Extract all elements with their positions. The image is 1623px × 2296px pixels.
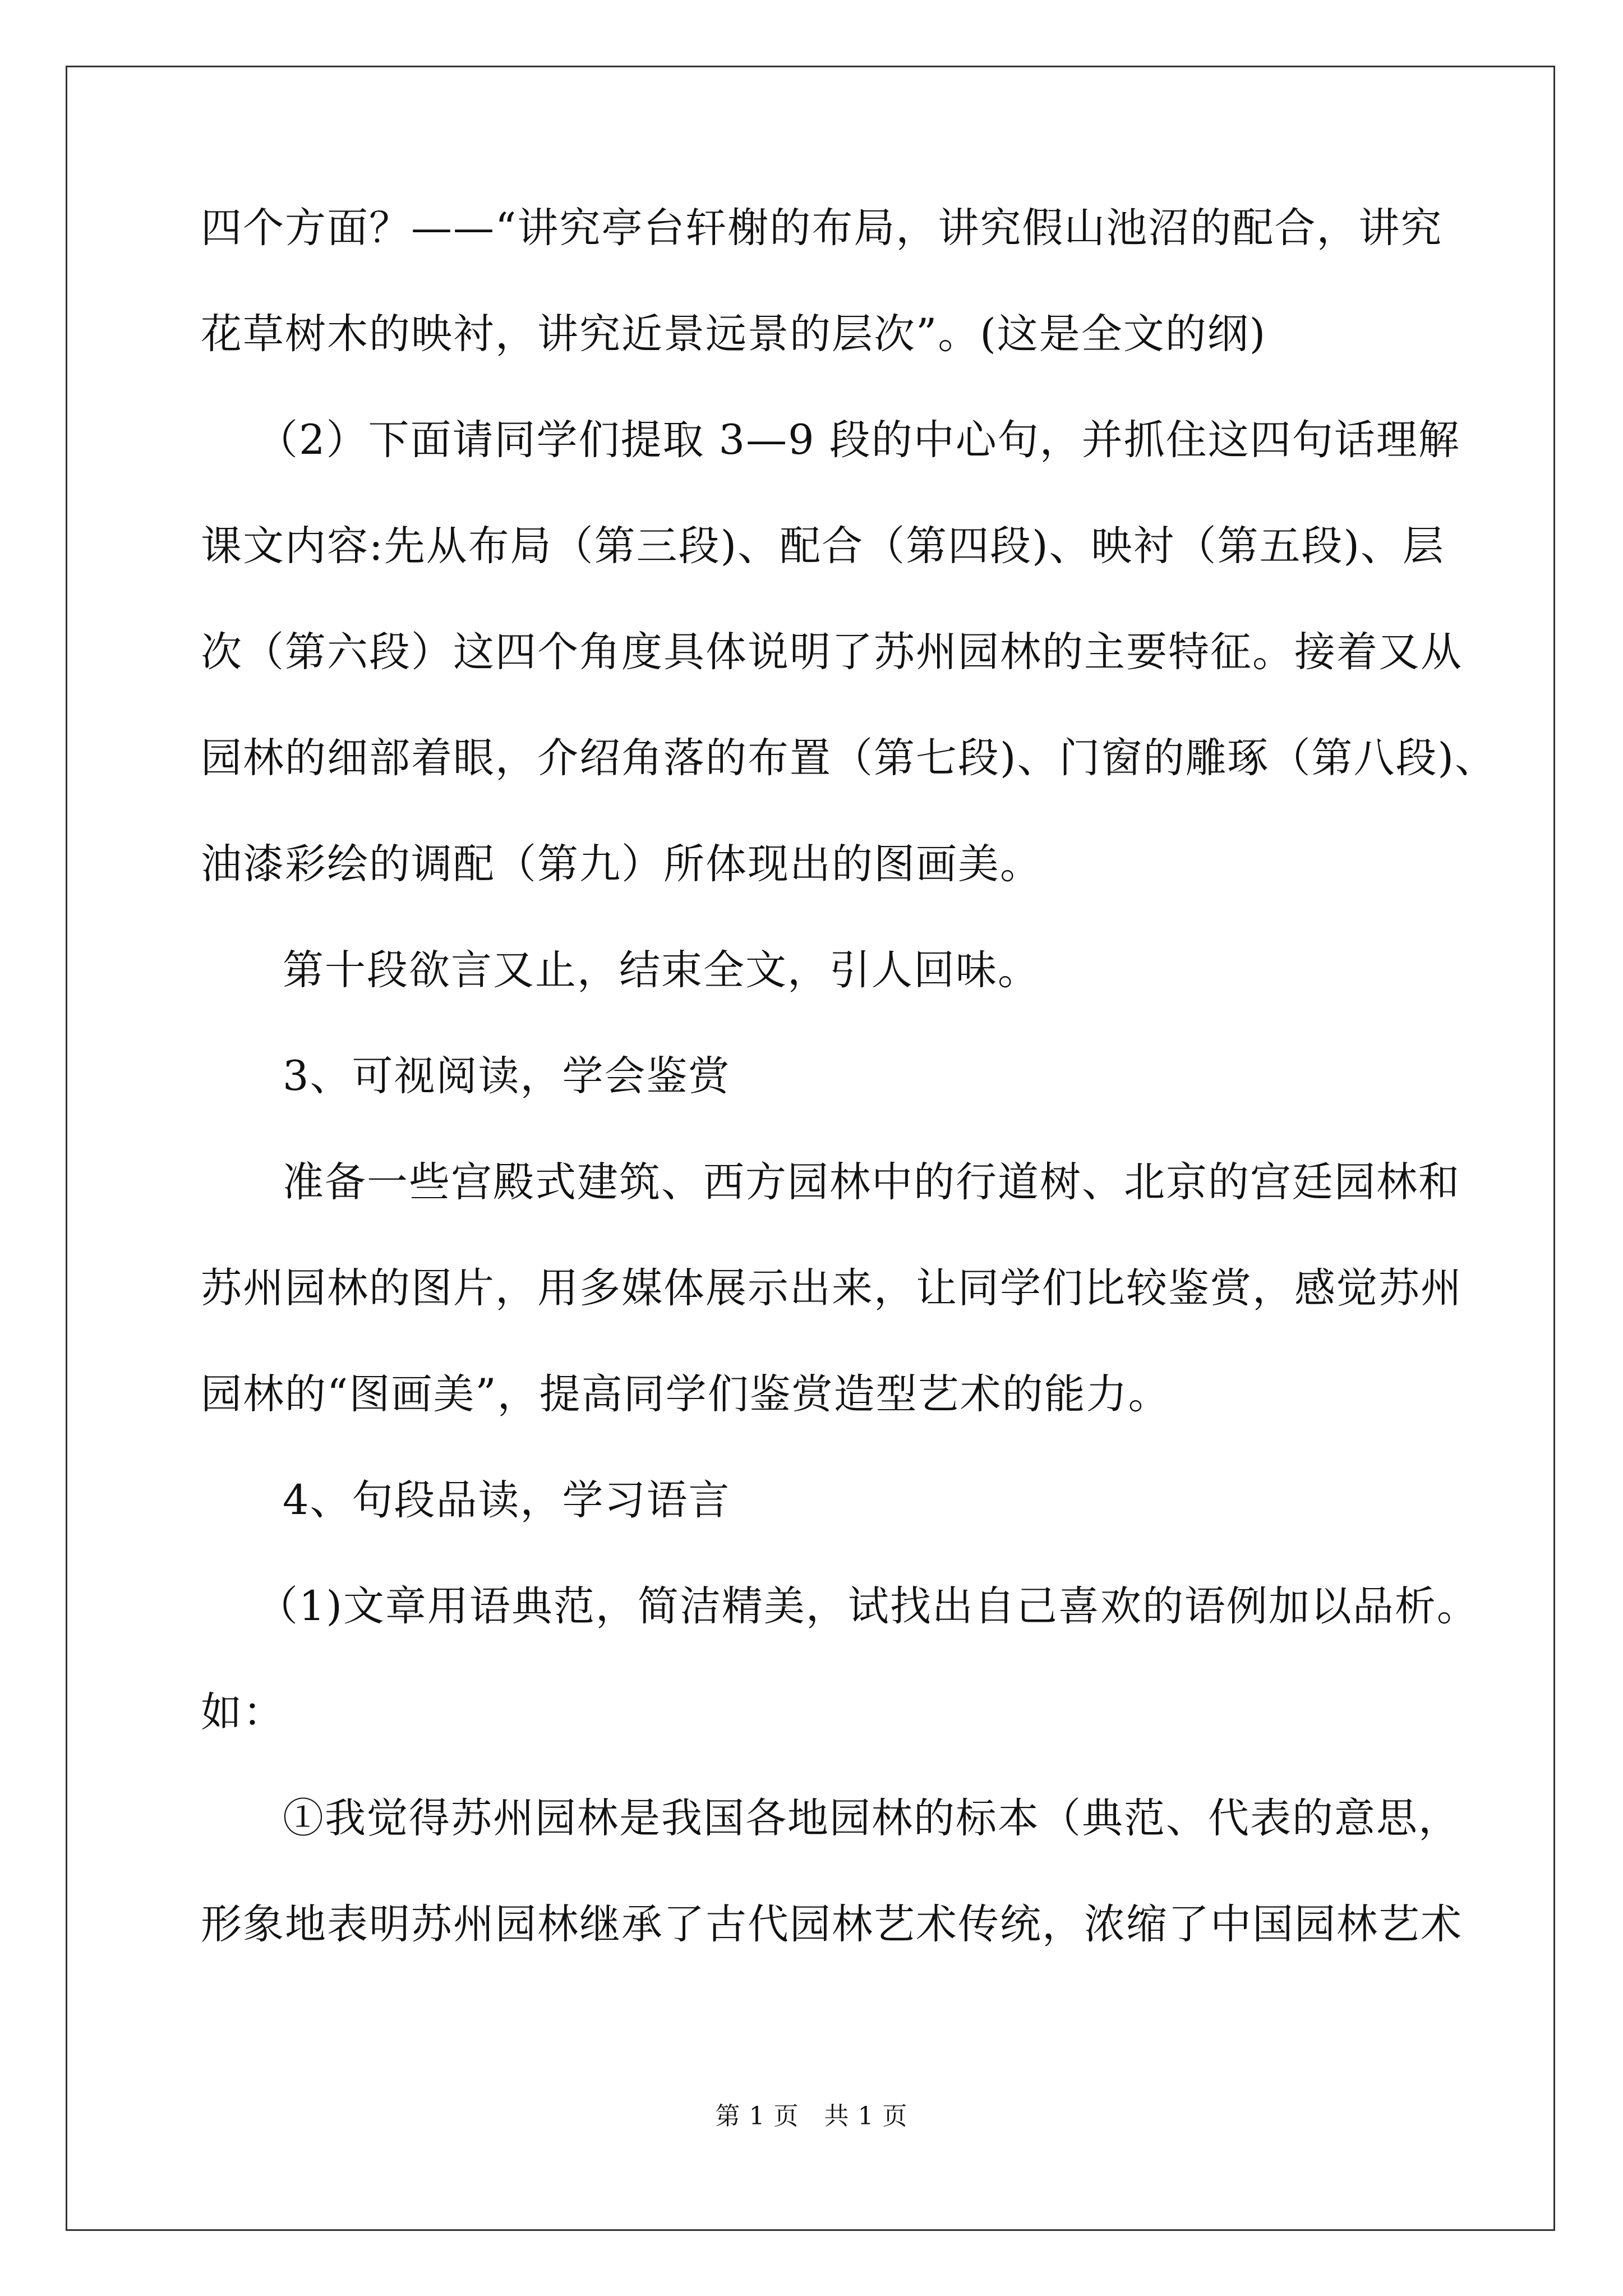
page-number: 第 1 页 共 1 页	[715, 2102, 908, 2131]
text-line: 课文内容:先从布局（第三段)、配合（第四段)、映衬（第五段)、层	[201, 522, 1445, 570]
text-line: 如：	[201, 1688, 285, 1736]
text-line: 四个方面？——“讲究亭台轩榭的布局，讲究假山池沼的配合，讲究	[201, 204, 1443, 252]
text-line: 园林的“图画美”，提高同学们鉴赏造型艺术的能力。	[201, 1370, 1170, 1418]
document-body	[201, 202, 1497, 2004]
text-line: 准备一些宫殿式建筑、西方园林中的行道树、北京的宫廷园林和	[283, 1158, 1460, 1206]
text-line: 第十段欲言又止，结束全文，引人回味。	[283, 946, 1040, 994]
text-line: 苏州园林的图片，用多媒体展示出来，让同学们比较鉴赏，感觉苏州	[201, 1264, 1463, 1312]
text-line: 油漆彩绘的调配（第九）所体现出的图画美。	[201, 840, 1042, 888]
section-heading: 3、可视阅读，学会鉴赏	[283, 1052, 731, 1100]
text-line: 形象地表明苏州园林继承了古代园林艺术传统，浓缩了中国园林艺术	[201, 1901, 1463, 1948]
section-heading: 4、句段品读，学习语言	[283, 1476, 731, 1524]
text-line: （1)文章用语典范，简洁精美，试找出自己喜欢的语例加以品析。	[257, 1582, 1479, 1630]
text-line: 次（第六段）这四个角度具体说明了苏州园林的主要特征。接着又从	[201, 628, 1463, 676]
text-line: 园林的细部着眼，介绍角落的布置（第七段)、门窗的雕琢（第八段)、	[201, 734, 1497, 782]
text-line: ①我觉得苏州园林是我国各地园林的标本（典范、代表的意思，	[283, 1795, 1460, 1842]
text-line: 花草树木的映衬，讲究近景远景的层次”。(这是全文的纲)	[201, 310, 1267, 358]
text-line: （2）下面请同学们提取 3—9 段的中心句，并抓住这四句话理解	[257, 416, 1460, 464]
